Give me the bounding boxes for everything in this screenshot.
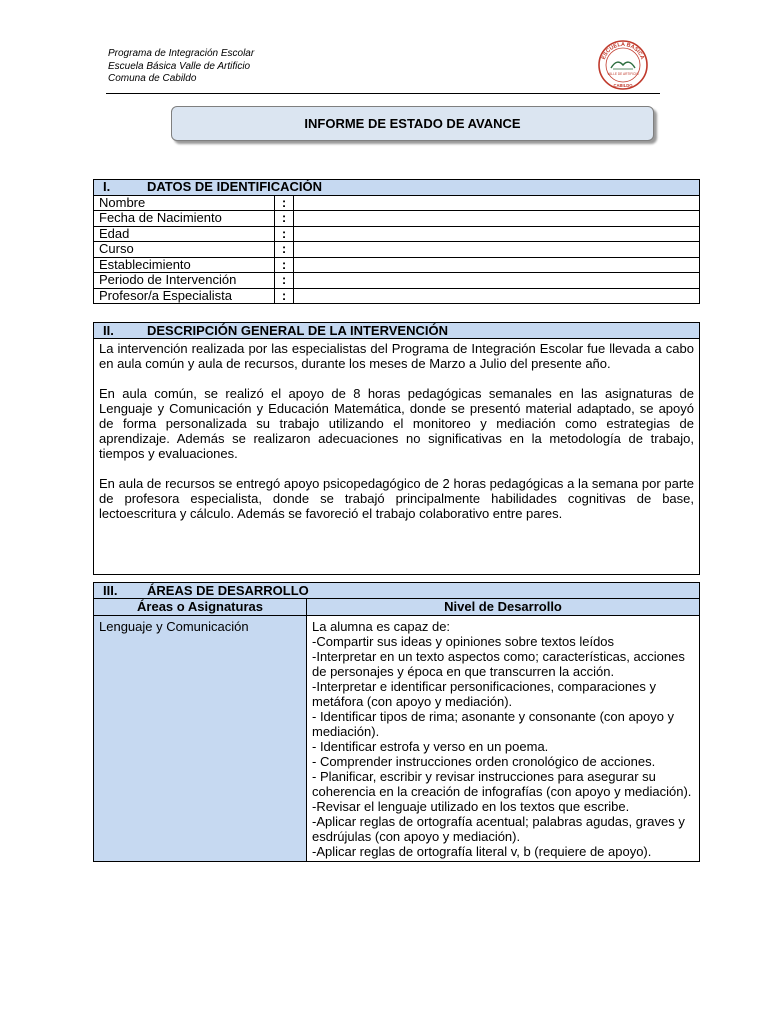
period-value[interactable]: [294, 273, 700, 289]
section2-title: DESCRIPCIÓN GENERAL DE LA INTERVENCIÓN: [147, 323, 448, 338]
school-seal-logo: [594, 38, 652, 92]
name-value[interactable]: [294, 195, 700, 211]
level-line: - Planificar, escribir y revisar instrucciones para asegurar su coherencia en la creación de infografías (con apoyo y mediación).: [312, 769, 692, 799]
level-line: -Compartir sus ideas y opiniones sobre textos leídos: [312, 634, 615, 649]
commune-name: Comuna de Cabildo: [108, 73, 197, 84]
teacher-label: Profesor/a Especialista: [94, 288, 275, 304]
table-row: [94, 288, 700, 304]
section1-header: [94, 180, 700, 196]
svg-text:CABILDO: CABILDO: [613, 83, 633, 88]
teacher-value[interactable]: [294, 288, 700, 304]
colon: :: [275, 288, 294, 304]
name-label: Nombre: [94, 195, 275, 211]
column-header-areas: Áreas o Asignaturas: [94, 599, 307, 616]
intervention-description-table: [93, 322, 700, 575]
section3-header: [94, 583, 700, 599]
age-label: Edad: [94, 226, 275, 242]
intervention-description: [94, 339, 700, 575]
column-header-level: Nivel de Desarrollo: [307, 599, 700, 616]
svg-text:VALLE DE ARTIFICIO: VALLE DE ARTIFICIO: [607, 72, 639, 76]
section3-title: ÁREAS DE DESARROLLO: [147, 583, 309, 598]
development-level: [307, 616, 700, 862]
school-name: Escuela Básica Valle de Artificio: [108, 60, 251, 72]
level-line: La alumna es capaz de:: [312, 619, 451, 634]
level-line: -Revisar el lenguaje utilizado en los textos que escribe.: [312, 799, 630, 814]
table-row: [94, 211, 700, 227]
paragraph: En aula común, se realizó el apoyo de 8 horas pedagógicas semanales en las asignaturas de Lenguaje y Comunicación y Educación Matemática, donde se presentó material adaptado, se apoyó de forma personalizada su trabajo utilizando el monitoreo y mediación como estrategias de aprendizaje. Además se realizaron adecuaciones no significativas en la metodología de trabajo, tiempos y evaluaciones.: [99, 386, 694, 461]
section2-number: II.: [103, 323, 114, 338]
table-row: [94, 616, 700, 862]
table-row: [94, 273, 700, 289]
paragraph: En aula de recursos se entregó apoyo psicopedagógico de 2 horas pedagógicas a la semana por parte de profesora especialista, donde se trabajó principalmente habilidades cognitivas de base, lectoescritura y cálculo. Además se favoreció el trabajo colaborativo entre pares.: [99, 476, 694, 521]
section1-number: I.: [103, 179, 111, 194]
colon: :: [275, 242, 294, 258]
school-label: Establecimiento: [94, 257, 275, 273]
level-line: -Aplicar reglas de ortografía acentual; palabras agudas, graves y esdrújulas (con apoyo y mediación).: [312, 814, 685, 844]
report-title: INFORME DE ESTADO DE AVANCE: [171, 106, 654, 141]
table-row: [94, 226, 700, 242]
colon: :: [275, 195, 294, 211]
level-line: - Identificar tipos de rima; asonante y consonante (con apoyo y mediación).: [312, 709, 675, 739]
level-line: - Identificar estrofa y verso en un poema.: [312, 739, 549, 754]
header-divider: [106, 93, 660, 94]
section3-number: III.: [103, 583, 118, 598]
area-name: Lenguaje y Comunicación: [94, 616, 307, 862]
table-row: [94, 257, 700, 273]
period-label: Periodo de Intervención: [94, 273, 275, 289]
table-row: [94, 195, 700, 211]
age-value[interactable]: [294, 226, 700, 242]
level-line: -Interpretar en un texto aspectos como; características, acciones de personajes y época en que transcurren la acción.: [312, 649, 685, 679]
colon: :: [275, 257, 294, 273]
development-areas-table: [93, 582, 700, 862]
section2-header: [94, 323, 700, 339]
birthdate-label: Fecha de Nacimiento: [94, 211, 275, 227]
section1-title: DATOS DE IDENTIFICACIÓN: [147, 179, 323, 194]
colon: :: [275, 226, 294, 242]
grade-value[interactable]: [294, 242, 700, 258]
colon: :: [275, 273, 294, 289]
program-name: Programa de Integración Escolar: [108, 48, 255, 59]
level-line: - Comprender instrucciones orden cronológico de acciones.: [312, 754, 656, 769]
birthdate-value[interactable]: [294, 211, 700, 227]
school-value[interactable]: [294, 257, 700, 273]
svg-text:ESCUELA BÁSICA: ESCUELA BÁSICA: [600, 41, 646, 61]
identification-table: [93, 179, 700, 304]
level-line: -Interpretar e identificar personificaciones, comparaciones y metáfora (con apoyo y mediación).: [312, 679, 656, 709]
paragraph: La intervención realizada por las especialistas del Programa de Integración Escolar fue llevada a cabo en aula común y aula de recursos, durante los meses de Marzo a Julio del presente año.: [99, 341, 694, 371]
colon: :: [275, 211, 294, 227]
school-header: [108, 48, 254, 86]
level-line: -Aplicar reglas de ortografía literal v, b (requiere de apoyo).: [312, 844, 652, 859]
grade-label: Curso: [94, 242, 275, 258]
table-row: [94, 242, 700, 258]
